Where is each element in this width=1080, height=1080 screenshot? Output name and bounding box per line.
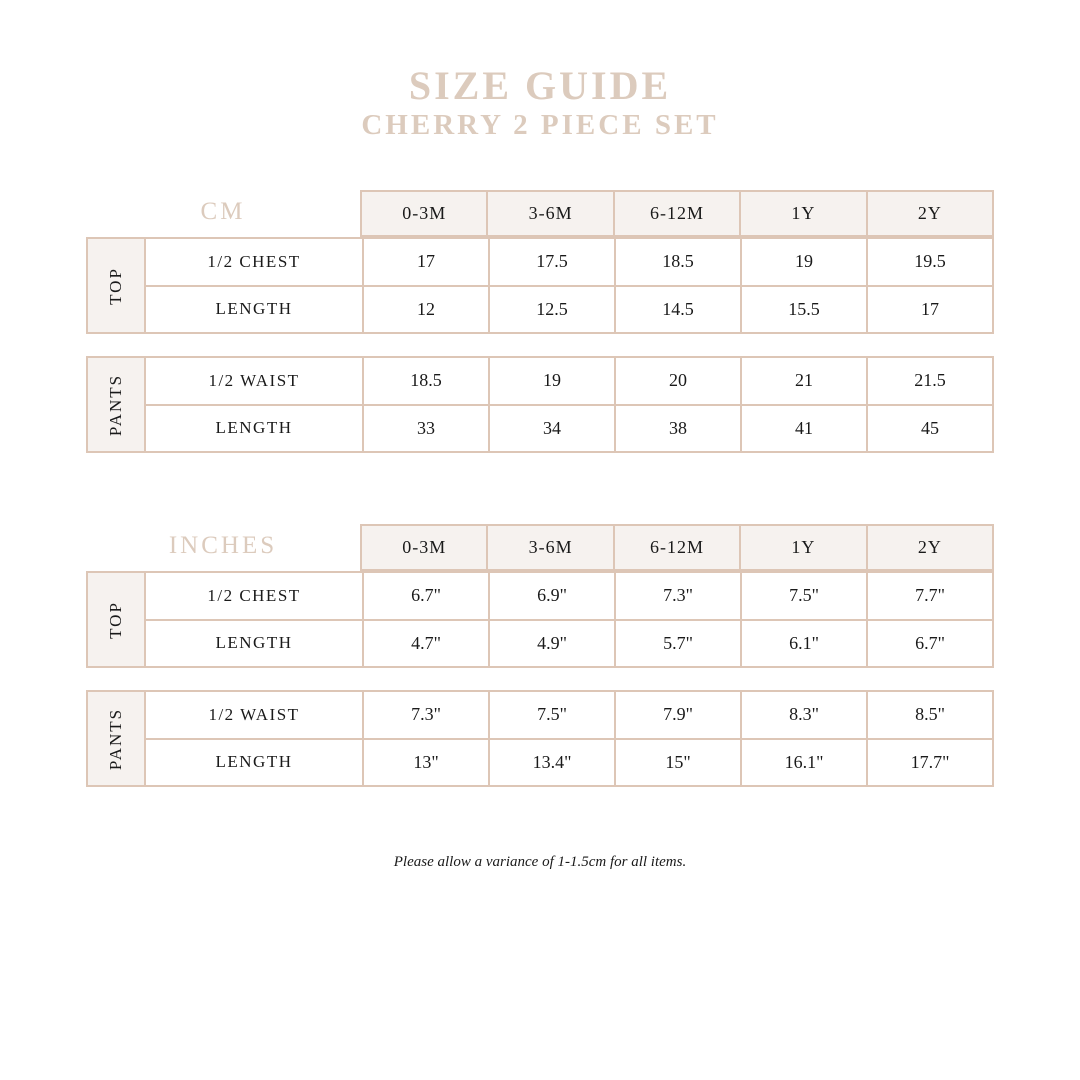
- measurement-value: 7.3": [614, 573, 740, 619]
- garment-group: [86, 690, 994, 787]
- variance-note: Please allow a variance of 1-1.5cm for all items.: [393, 854, 687, 870]
- measurement-value: 20: [614, 358, 740, 404]
- measurement-value: 38: [614, 406, 740, 452]
- size-header-row: [360, 190, 994, 237]
- measurement-rows: [146, 692, 992, 785]
- size-header-cell: 2Y: [866, 192, 992, 235]
- measurement-value: 45: [866, 406, 992, 452]
- measurement-row: [146, 619, 992, 667]
- measurement-row: [146, 239, 992, 285]
- garment-label-text: TOP: [106, 600, 125, 639]
- measurement-value: 41: [740, 406, 866, 452]
- measurement-row: [146, 404, 992, 452]
- measurement-value: 19: [488, 358, 614, 404]
- measurement-label: LENGTH: [146, 406, 364, 452]
- size-header-row: [360, 524, 994, 571]
- size-header-cell: 2Y: [866, 526, 992, 569]
- measurement-label: 1/2 CHEST: [146, 573, 364, 619]
- measurement-value: 17: [866, 287, 992, 333]
- size-header-cell: 0-3M: [402, 537, 447, 557]
- measurement-value: 6.9": [488, 573, 614, 619]
- measurement-value: 12: [417, 298, 435, 319]
- measurement-row: [146, 285, 992, 333]
- measurement-value: 4.9": [488, 621, 614, 667]
- measurement-value: 13.4": [488, 740, 614, 786]
- measurement-value: 8.5": [866, 692, 992, 738]
- garment-group: [86, 571, 994, 668]
- measurement-value: 18.5: [410, 370, 442, 391]
- measurement-value: 8.3": [740, 692, 866, 738]
- measurement-value: 7.5": [740, 573, 866, 619]
- garment-label: [88, 239, 146, 332]
- measurement-value: 7.9": [614, 692, 740, 738]
- measurement-row: [146, 358, 992, 404]
- measurement-value: 17.5: [488, 239, 614, 285]
- measurement-rows: [146, 239, 992, 332]
- garment-label: [88, 692, 146, 785]
- size-header-cell: 3-6M: [486, 526, 612, 569]
- garment-label: [88, 573, 146, 666]
- measurement-value: 5.7": [614, 621, 740, 667]
- size-header-cell: 1Y: [739, 192, 865, 235]
- measurement-value: 13": [413, 751, 439, 772]
- measurement-value: 12.5: [488, 287, 614, 333]
- measurement-value: 4.7": [411, 632, 441, 653]
- garment-group: [86, 356, 994, 453]
- measurement-value: 15.5: [740, 287, 866, 333]
- measurement-value: 16.1": [740, 740, 866, 786]
- measurement-rows: [146, 573, 992, 666]
- measurement-value: 21: [740, 358, 866, 404]
- measurement-label: LENGTH: [146, 621, 364, 667]
- measurement-value: 17: [417, 251, 435, 272]
- garment-label-text: PANTS: [106, 707, 126, 770]
- garment-label-text: TOP: [106, 266, 125, 305]
- size-header-cell: 6-12M: [613, 192, 739, 235]
- measurement-label: 1/2 CHEST: [146, 239, 364, 285]
- measurement-value: 6.7": [866, 621, 992, 667]
- measurement-rows: [146, 358, 992, 451]
- unit-label: INCHES: [168, 532, 278, 559]
- size-header-cell: 6-12M: [613, 526, 739, 569]
- measurement-value: 6.1": [740, 621, 866, 667]
- measurement-label: LENGTH: [146, 287, 364, 333]
- measurement-value: 7.7": [866, 573, 992, 619]
- measurement-value: 7.3": [411, 704, 441, 725]
- measurement-value: 19.5: [866, 239, 992, 285]
- measurement-value: 33: [417, 417, 435, 438]
- garment-label-text: PANTS: [106, 373, 126, 436]
- unit-label: CM: [200, 198, 246, 225]
- measurement-label: 1/2 WAIST: [146, 358, 364, 404]
- size-header-cell: 0-3M: [402, 203, 447, 223]
- page-subtitle: CHERRY 2 PIECE SET: [361, 109, 719, 141]
- measurement-value: 21.5: [866, 358, 992, 404]
- measurement-value: 14.5: [614, 287, 740, 333]
- measurement-value: 18.5: [614, 239, 740, 285]
- measurement-value: 34: [488, 406, 614, 452]
- measurement-value: 19: [740, 239, 866, 285]
- page-title: SIZE GUIDE: [408, 63, 672, 108]
- size-header-cell: 1Y: [739, 526, 865, 569]
- measurement-value: 6.7": [411, 585, 441, 606]
- measurement-label: LENGTH: [146, 740, 364, 786]
- measurement-value: 7.5": [488, 692, 614, 738]
- measurement-row: [146, 738, 992, 786]
- measurement-value: 17.7": [866, 740, 992, 786]
- measurement-value: 15": [614, 740, 740, 786]
- measurement-row: [146, 573, 992, 619]
- garment-label: [88, 358, 146, 451]
- garment-group: [86, 237, 994, 334]
- measurement-row: [146, 692, 992, 738]
- size-header-cell: 3-6M: [486, 192, 612, 235]
- measurement-label: 1/2 WAIST: [146, 692, 364, 738]
